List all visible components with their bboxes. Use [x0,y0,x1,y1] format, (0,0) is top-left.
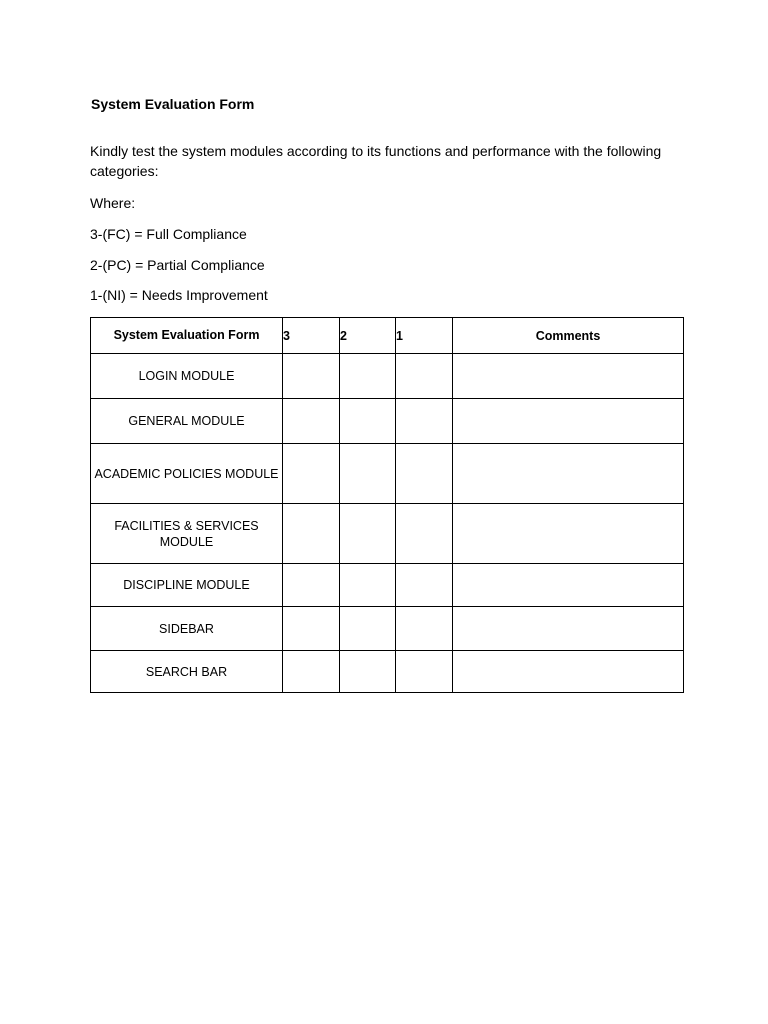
score-1-cell[interactable] [396,564,453,607]
header-form-name: System Evaluation Form [91,318,283,354]
table-row [91,399,684,444]
row-label-discipline: DISCIPLINE MODULE [91,564,283,607]
score-3-cell[interactable] [283,354,340,399]
score-3-cell[interactable] [283,564,340,607]
row-label-login: LOGIN MODULE [91,354,283,399]
evaluation-table [90,317,684,693]
row-label-sidebar: SIDEBAR [91,607,283,651]
table-row [91,444,684,504]
table-header-row [91,318,684,354]
score-3-cell[interactable] [283,399,340,444]
legend-needs-improvement: 1-(NI) = Needs Improvement [90,287,268,303]
table-row [91,354,684,399]
comments-cell[interactable] [453,564,684,607]
score-3-cell[interactable] [283,504,340,564]
score-2-cell[interactable] [340,399,396,444]
score-1-cell[interactable] [396,354,453,399]
table-row [91,504,684,564]
score-1-cell[interactable] [396,651,453,693]
score-1-cell[interactable] [396,399,453,444]
comments-cell[interactable] [453,444,684,504]
score-2-cell[interactable] [340,564,396,607]
score-1-cell[interactable] [396,444,453,504]
comments-cell[interactable] [453,399,684,444]
row-label-general: GENERAL MODULE [91,399,283,444]
table-row [91,564,684,607]
comments-cell[interactable] [453,651,684,693]
header-score-1: 1 [396,318,453,354]
score-1-cell[interactable] [396,504,453,564]
row-label-academic-policies: ACADEMIC POLICIES MODULE [91,444,283,504]
header-score-2: 2 [340,318,396,354]
score-1-cell[interactable] [396,607,453,651]
table-row [91,607,684,651]
score-2-cell[interactable] [340,651,396,693]
legend-partial-compliance: 2-(PC) = Partial Compliance [90,257,265,273]
header-score-3: 3 [283,318,340,354]
score-3-cell[interactable] [283,607,340,651]
score-3-cell[interactable] [283,651,340,693]
score-2-cell[interactable] [340,354,396,399]
where-label: Where: [90,195,136,211]
score-3-cell[interactable] [283,444,340,504]
header-comments: Comments [453,318,684,354]
score-2-cell[interactable] [340,444,396,504]
page-title: System Evaluation Form [91,96,255,112]
legend-full-compliance: 3-(FC) = Full Compliance [90,226,247,242]
row-label-search-bar: SEARCH BAR [91,651,283,693]
score-2-cell[interactable] [340,607,396,651]
score-2-cell[interactable] [340,504,396,564]
row-label-facilities-services: FACILITIES & SERVICES MODULE [91,504,283,564]
comments-cell[interactable] [453,504,684,564]
table-row [91,651,684,693]
comments-cell[interactable] [453,607,684,651]
intro-paragraph: Kindly test the system modules according to its functions and performance with the following categories: [90,143,662,179]
comments-cell[interactable] [453,354,684,399]
